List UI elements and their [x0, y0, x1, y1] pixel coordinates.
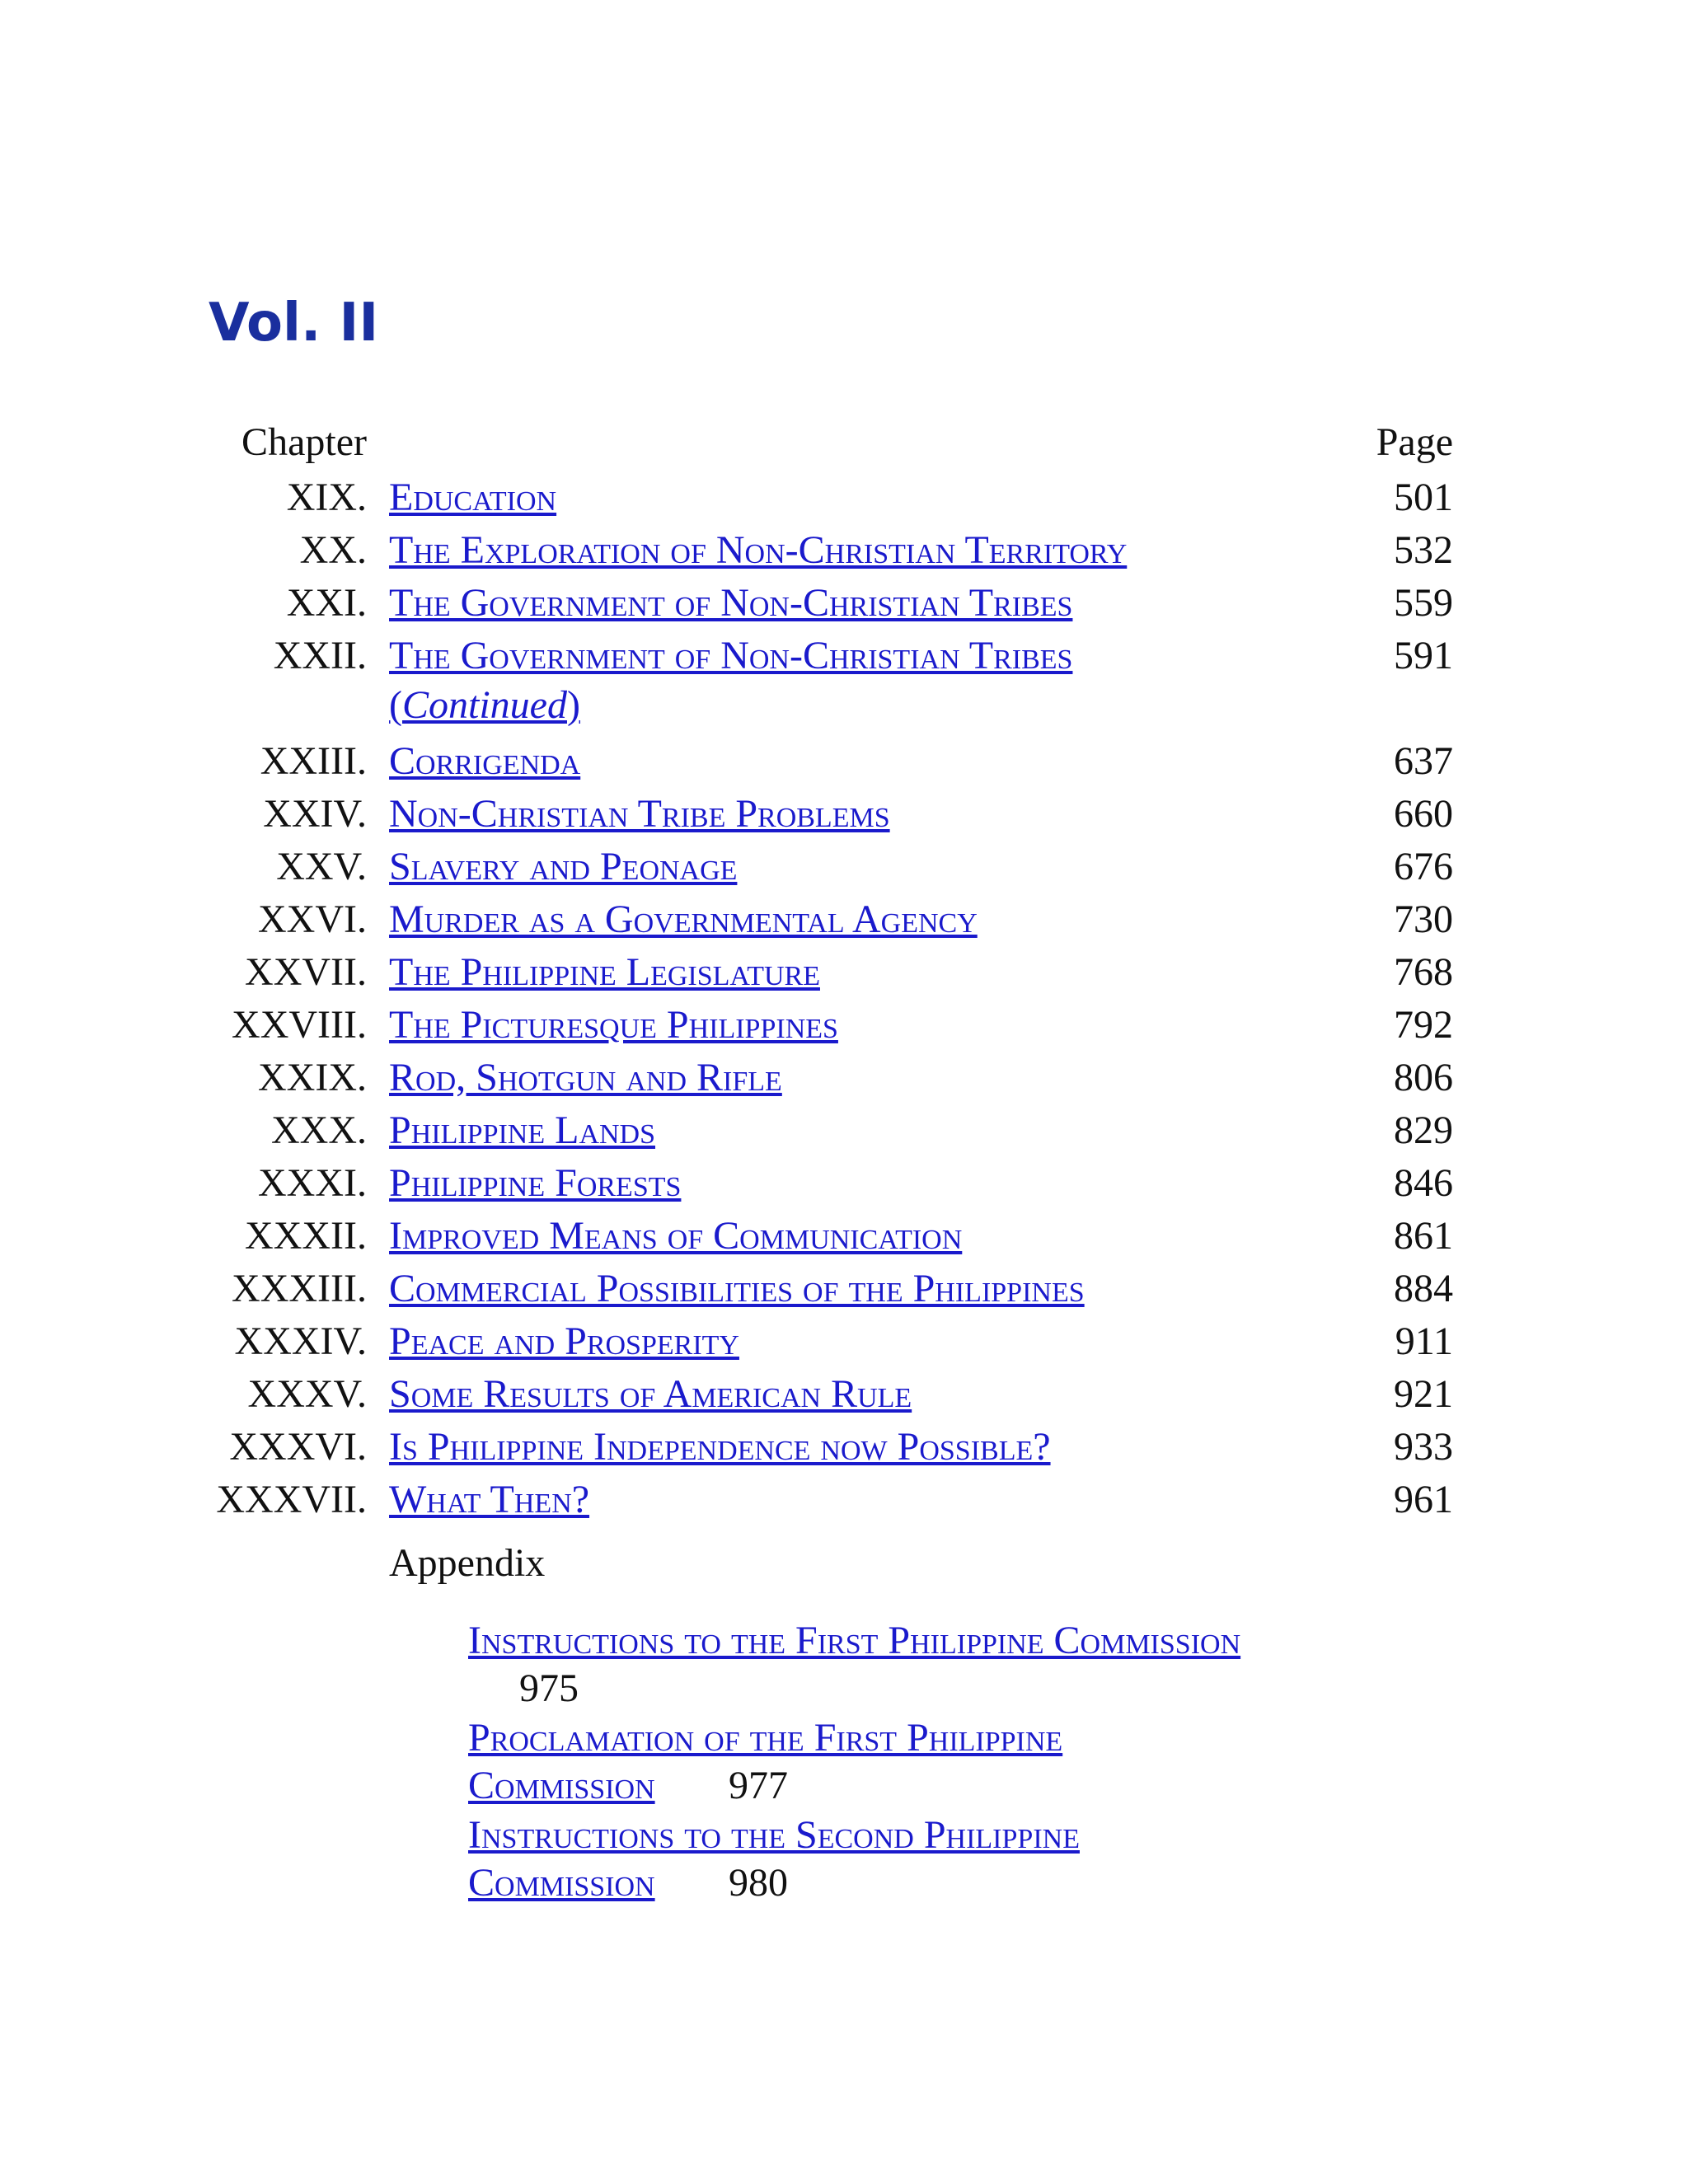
- chapter-number: XXV.: [276, 845, 367, 888]
- page-number: 660: [1394, 792, 1453, 836]
- page-number: 829: [1394, 1108, 1453, 1152]
- page-number: 768: [1394, 950, 1453, 994]
- page-number: 637: [1394, 739, 1453, 783]
- chapter-number: XXXI.: [258, 1161, 367, 1205]
- toc-row-continuation: (Continued): [389, 683, 580, 727]
- chapter-link[interactable]: Is Philippine Independence now Possible?: [389, 1425, 1051, 1469]
- chapter-link[interactable]: The Exploration of Non-Christian Territory: [389, 528, 1128, 572]
- toc-row: [0, 1211, 1688, 1262]
- page-number: 792: [1394, 1003, 1453, 1047]
- toc-row: [0, 525, 1688, 576]
- chapter-number: XXX.: [271, 1108, 367, 1152]
- chapter-number: XXIII.: [260, 739, 367, 783]
- chapter-link[interactable]: Philippine Forests: [389, 1161, 682, 1205]
- appendix-link-line2[interactable]: Commission: [468, 1764, 655, 1807]
- toc-row: [0, 1369, 1688, 1420]
- toc-row: [0, 1263, 1688, 1315]
- chapter-number: XXXVII.: [216, 1478, 367, 1521]
- chapter-number: XXXII.: [245, 1214, 367, 1258]
- appendix-page-number: 980: [729, 1861, 788, 1905]
- chapter-link[interactable]: Commercial Possibilities of the Philippines: [389, 1267, 1085, 1310]
- chapter-link[interactable]: Peace and Prosperity: [389, 1319, 739, 1363]
- chapter-number: XXVI.: [258, 898, 367, 941]
- chapter-number: XX.: [299, 528, 367, 572]
- chapter-number: XXII.: [273, 634, 367, 677]
- chapter-link[interactable]: What Then?: [389, 1478, 590, 1521]
- chapter-number: XXVIII.: [232, 1003, 367, 1047]
- toc-row: [0, 1422, 1688, 1473]
- appendix-link[interactable]: Proclamation of the First Philippine: [468, 1716, 1063, 1760]
- volume-title: Vol. II: [209, 293, 379, 354]
- chapter-link[interactable]: Non-Christian Tribe Problems: [389, 792, 890, 836]
- appendix-page-number: 977: [729, 1764, 788, 1807]
- chapter-link[interactable]: Improved Means of Communication: [389, 1214, 963, 1258]
- chapter-number: XXIX.: [258, 1056, 367, 1099]
- page-number: 846: [1394, 1161, 1453, 1205]
- appendix-page-number: 975: [519, 1666, 579, 1710]
- page-number: 933: [1394, 1425, 1453, 1469]
- page-number: 532: [1394, 528, 1453, 572]
- toc-row: [0, 736, 1688, 787]
- toc-row: [0, 947, 1688, 998]
- toc-row: [0, 1000, 1688, 1051]
- appendix-link[interactable]: Instructions to the Second Philippine: [468, 1813, 1080, 1857]
- page-number: 861: [1394, 1214, 1453, 1258]
- page-column-header: Page: [1376, 420, 1453, 464]
- chapter-number: XXXV.: [247, 1372, 367, 1416]
- chapter-link[interactable]: Education: [389, 476, 557, 519]
- page-number: 884: [1394, 1267, 1453, 1310]
- page-number: 501: [1394, 476, 1453, 519]
- toc-row: [0, 841, 1688, 893]
- chapter-number: XIX.: [286, 476, 367, 519]
- chapter-link[interactable]: Some Results of American Rule: [389, 1372, 912, 1416]
- toc-row: [0, 894, 1688, 945]
- chapter-number: XXXIII.: [232, 1267, 367, 1310]
- chapter-number: XXI.: [286, 581, 367, 625]
- page-number: 676: [1394, 845, 1453, 888]
- toc-row: [0, 1158, 1688, 1209]
- chapter-link[interactable]: Slavery and Peonage: [389, 845, 738, 888]
- page-number: 961: [1394, 1478, 1453, 1521]
- chapter-link-continued[interactable]: Continued: [401, 683, 567, 727]
- toc-row: [0, 1474, 1688, 1526]
- page-number: 730: [1394, 898, 1453, 941]
- chapter-number: XXVII.: [245, 950, 367, 994]
- page-number: 806: [1394, 1056, 1453, 1099]
- page-number: 911: [1395, 1319, 1453, 1363]
- toc-row: [0, 1052, 1688, 1104]
- toc-row: [0, 578, 1688, 629]
- chapter-link[interactable]: Corrigenda: [389, 739, 581, 783]
- chapter-link[interactable]: The Picturesque Philippines: [389, 1003, 838, 1047]
- chapter-link[interactable]: The Government of Non-Christian Tribes: [389, 634, 1073, 677]
- toc-row: [0, 789, 1688, 840]
- chapter-link[interactable]: The Government of Non-Christian Tribes: [389, 581, 1073, 625]
- appendix-label: Appendix: [389, 1541, 546, 1585]
- toc-row: [0, 472, 1688, 523]
- chapter-number: XXIV.: [263, 792, 367, 836]
- chapter-link[interactable]: The Philippine Legislature: [389, 950, 820, 994]
- appendix-link-line2[interactable]: Commission: [468, 1861, 655, 1905]
- chapter-number: XXXVI.: [229, 1425, 367, 1469]
- toc-row: [0, 1105, 1688, 1156]
- toc-row: [0, 630, 1688, 682]
- chapter-column-header: Chapter: [241, 420, 367, 464]
- page-number: 591: [1394, 634, 1453, 677]
- chapter-number: XXXIV.: [234, 1319, 367, 1363]
- page-number: 921: [1394, 1372, 1453, 1416]
- toc-row: [0, 1316, 1688, 1367]
- chapter-link[interactable]: Philippine Lands: [389, 1108, 656, 1152]
- appendix-link[interactable]: Instructions to the First Philippine Commission: [468, 1619, 1241, 1662]
- chapter-link[interactable]: Rod, Shotgun and Rifle: [389, 1056, 782, 1099]
- page-number: 559: [1394, 581, 1453, 625]
- chapter-link[interactable]: Murder as a Governmental Agency: [389, 898, 978, 941]
